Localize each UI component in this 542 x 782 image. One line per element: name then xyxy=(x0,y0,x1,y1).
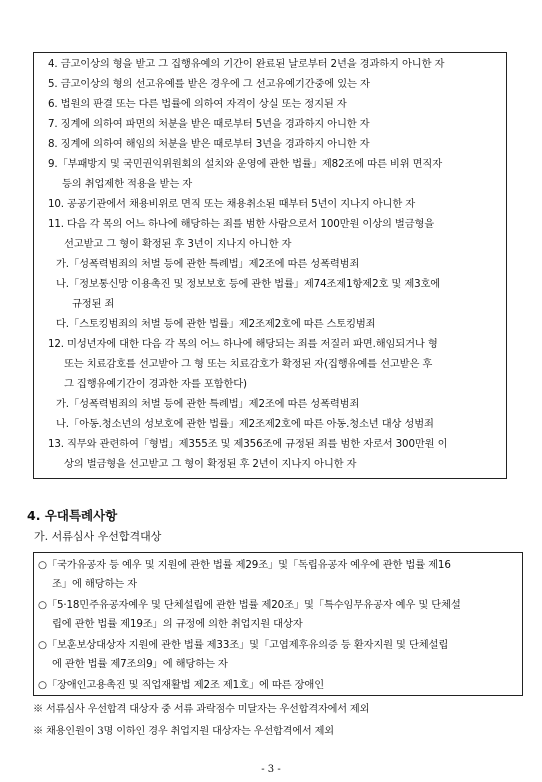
list-item: 8. 징계에 의하여 해임의 처분을 받은 때로부터 3년을 경과하지 아니한 자 xyxy=(48,138,370,150)
list-item-continuation: 선고받고 그 형이 확정된 후 3년이 지나지 아니한 자 xyxy=(64,238,292,250)
list-item: 5. 금고이상의 형의 선고유예를 받은 경우에 그 선고유예기간중에 있는 자 xyxy=(48,78,370,90)
sub-item: 나.「정보통신망 이용촉진 및 정보보호 등에 관한 법률」제74조제1항제2호 및 제3호에 xyxy=(56,278,441,290)
list-item: ○「보훈보상대상자 지원에 관한 법률 제33조」및「고엽제후유의증 등 환자지원 및 단체설립 xyxy=(38,639,449,651)
list-item: 12. 미성년자에 대한 다음 각 목의 어느 하나에 해당되는 죄를 저질러 파면.해임되거나 형 xyxy=(48,338,438,350)
preference-list-box xyxy=(33,552,523,696)
note-line: ※ 채용인원이 3명 이하인 경우 취업지원 대상자는 우선합격에서 제외 xyxy=(33,726,334,737)
note-line: ※ 서류심사 우선합격 대상자 중 서류 과락점수 미달자는 우선합격자에서 제외 xyxy=(33,704,370,715)
list-item: 11. 다음 각 목의 어느 하나에 해당하는 죄를 범한 사람으로서 100만원 이상의 벌금형을 xyxy=(48,218,435,230)
list-item-continuation: 등의 취업제한 적용을 받는 자 xyxy=(62,178,193,190)
sub-item-continuation: 규정된 죄 xyxy=(72,298,115,310)
sub-item: 다.「스토킹범죄의 처벌 등에 관한 법률」제2조제2호에 따른 스토킹범죄 xyxy=(56,318,376,330)
list-item: 6. 법원의 판결 또는 다른 법률에 의하여 자격이 상실 또는 정지된 자 xyxy=(48,98,347,110)
section-title: 4. 우대특례사항 xyxy=(27,508,118,523)
list-item: ○「5·18민주유공자예우 및 단체설립에 관한 법률 제20조」및「특수임무유공자 예우 및 단체설 xyxy=(38,599,461,611)
list-item: 10. 공공기관에서 채용비위로 면직 또는 채용취소된 때부터 5년이 지나지 아니한 자 xyxy=(48,198,416,210)
disqualification-list-box xyxy=(33,52,507,479)
list-item-continuation: 상의 벌금형을 선고받고 그 형이 확정된 후 2년이 지나지 아니한 자 xyxy=(64,458,357,470)
list-item-continuation: 에 관한 법률 제7조의9」에 해당하는 자 xyxy=(52,658,228,670)
list-item: 13. 직무와 관련하여「형법」제355조 및 제356조에 규정된 죄를 범한 자로서 300만원 이 xyxy=(48,438,448,450)
list-item-continuation: 그 집행유예기간이 경과한 자를 포함한다) xyxy=(64,378,247,390)
sub-item: 가.「성폭력범죄의 처벌 등에 관한 특례법」제2조에 따른 성폭력범죄 xyxy=(56,398,360,410)
list-item: 7. 징계에 의하여 파면의 처분을 받은 때로부터 5년을 경과하지 아니한 자 xyxy=(48,118,370,130)
sub-item: 나.「아동.청소년의 성보호에 관한 법률」제2조제2호에 따른 아동.청소년 대상 성범죄 xyxy=(56,418,434,430)
page-number: - 3 - xyxy=(261,764,281,775)
list-item: ○「장애인고용촉진 및 직업재활법 제2조 제1호」에 따른 장애인 xyxy=(38,679,324,691)
list-item: 9.「부패방지 및 국민권익위원회의 설치와 운영에 관한 법률」제82조에 따른 비위 면직자 xyxy=(48,158,443,170)
list-item-continuation: 조」에 해당하는 자 xyxy=(52,578,137,590)
section-subtitle: 가. 서류심사 우선합격대상 xyxy=(34,530,162,543)
sub-item: 가.「성폭력범죄의 처벌 등에 관한 특례법」제2조에 따른 성폭력범죄 xyxy=(56,258,360,270)
list-item: ○「국가유공자 등 예우 및 지원에 관한 법률 제29조」및「독립유공자 예우에 관한 법률 제16 xyxy=(38,559,451,571)
list-item-continuation: 립에 관한 법률 제19조」의 규정에 의한 취업지원 대상자 xyxy=(52,618,303,630)
list-item-continuation: 또는 치료감호를 선고받아 그 형 또는 치료감호가 확정된 자(집행유예를 선고받은 후 xyxy=(64,358,433,370)
list-item: 4. 금고이상의 형을 받고 그 집행유예의 기간이 완료된 날로부터 2년을 경과하지 아니한 자 xyxy=(48,58,445,70)
